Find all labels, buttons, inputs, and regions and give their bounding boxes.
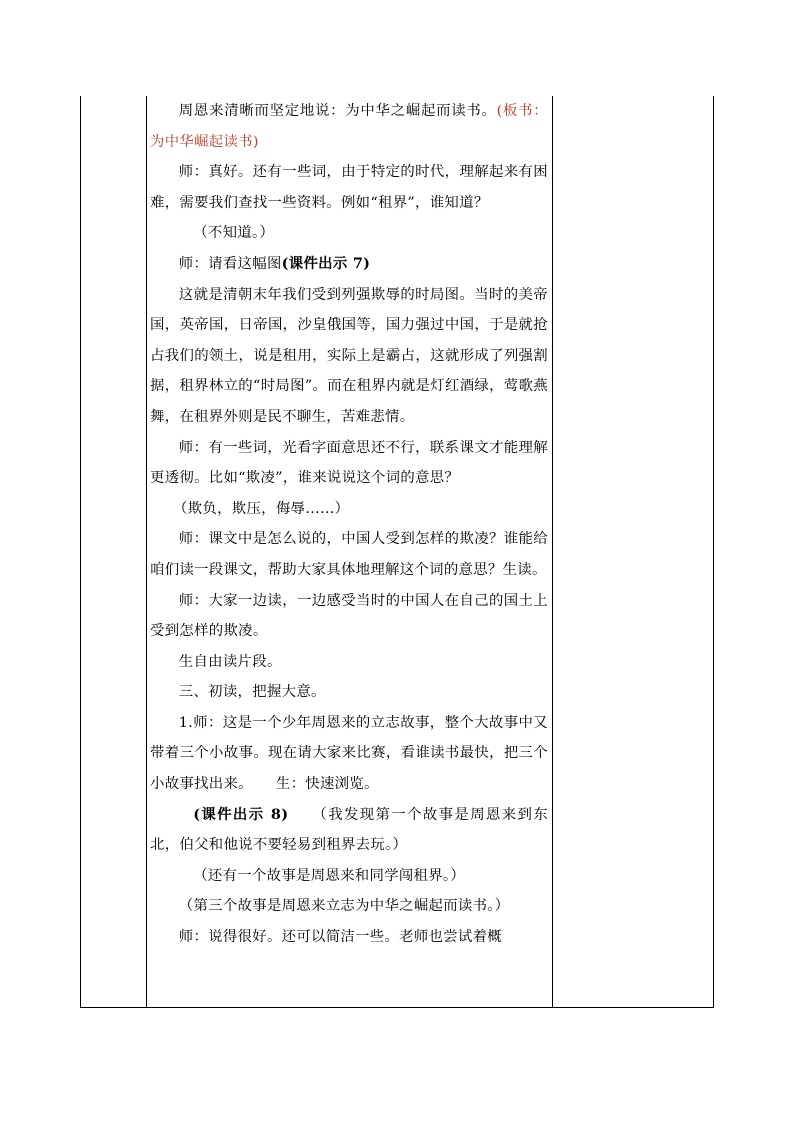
- paragraph: [150, 96, 548, 157]
- paragraph: （欺负，欺压，侮辱……）: [173, 500, 350, 517]
- paragraph: 三、初读，把握大意。: [178, 684, 326, 701]
- paragraph: 生自由读片段。: [178, 653, 282, 670]
- paragraph-text: 生：快速浏览。: [275, 776, 379, 793]
- paragraph: （第三个故事是周恩来立志为中华之崛起而读书。）: [178, 898, 510, 915]
- paragraph-text: 1.师：这是一个少年周恩来的立志故事，整个大故事中又带着三个小故事。现在请大家来比赛，看谁读书最快，把三个小故事找出来。: [150, 714, 548, 793]
- paragraph: [150, 800, 548, 861]
- lesson-table: [80, 96, 714, 1008]
- table-border-right: [713, 96, 714, 1008]
- lesson-content-cell: [147, 96, 552, 1007]
- paragraph: （还有一个故事是周恩来和同学闯租界。）: [193, 867, 466, 884]
- paragraph-text: 周恩来清晰而坚定地说：为中华之崛起而读书。: [178, 103, 497, 119]
- paragraph: 这就是清朝末年我们受到列强欺辱的时局图。当时的美帝国，英帝国，日帝国，沙皇俄国等，国力强过中国，于是就抢占我们的领土，说是租用，实际上是霸占，这就形成了列强割据，租界林立的“时局图”。而在租界内就是灯红酒绿，莺歌燕舞，在租界外则是民不聊生，苦难悲情。: [150, 286, 548, 425]
- paragraph: 师：课文中是怎么说的，中国人受到怎样的欺凌？谁能给咱们读一段课文，帮助大家具体地理解这个词的意思？生读。: [150, 531, 548, 578]
- paragraph: （不知道。）: [193, 225, 275, 242]
- paragraph: 师：真好。还有一些词，由于特定的时代，理解起来有困难，需要我们查找一些资料。例如“租界”，谁知道？: [150, 164, 548, 211]
- paragraph: 师：有一些词，光看字面意思还不行，联系课文才能理解更透彻。比如“欺凌”，谁来说说这个词的意思？: [150, 439, 548, 487]
- paragraph: 师：说得很好。还可以简洁一些。老师也尝试着概: [178, 929, 502, 946]
- paragraph: [150, 249, 548, 280]
- paragraph-text: 师：请看这幅图: [178, 255, 282, 272]
- paragraph: 师：大家一边读，一边感受当时的中国人在自己的国土上受到怎样的欺凌。: [150, 592, 548, 640]
- table-border-bottom: [80, 1007, 714, 1008]
- column-divider-right: [552, 96, 553, 1008]
- lesson-text: [147, 96, 552, 953]
- courseware-note: (课件出示 7): [281, 254, 371, 272]
- courseware-note: (课件出示 8): [193, 805, 289, 823]
- blackboard-note: (板书：为中华崛起读书): [150, 103, 548, 150]
- paragraph: [150, 708, 548, 800]
- table-border-left: [80, 96, 81, 1008]
- paragraph-text: （我发现第一个故事是周恩来到东北，伯父和他说不要轻易到租界去玩。）: [150, 806, 548, 854]
